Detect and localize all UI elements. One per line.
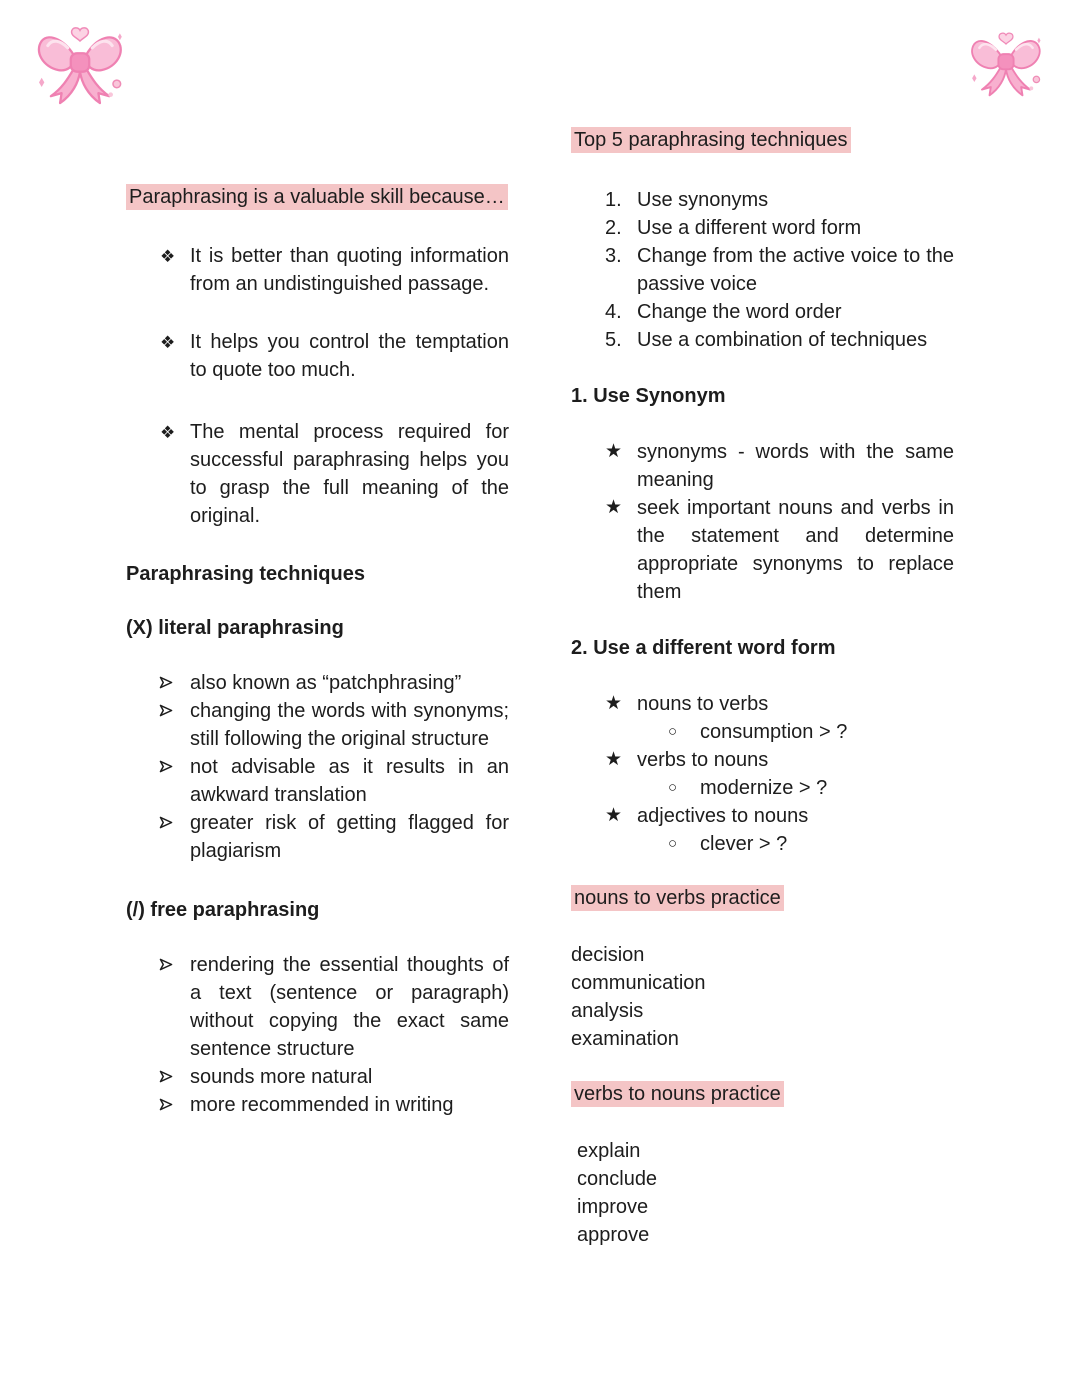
list-item <box>126 753 509 809</box>
intro-heading <box>126 183 509 211</box>
list-number: 3. <box>605 245 622 267</box>
list-item <box>126 951 509 1063</box>
top5-heading-highlight: Top 5 paraphrasing techniques <box>571 127 851 153</box>
arrow-bullet-icon <box>159 760 174 773</box>
list-item <box>571 438 954 494</box>
bullet-text: It is better than quoting information from an undistinguished passage. <box>190 245 509 295</box>
list-item <box>571 774 954 802</box>
bullet-text: It helps you control the temptation to quote too much. <box>190 331 509 381</box>
bullet-text: clever > ? <box>700 833 788 855</box>
right-column <box>571 126 954 1249</box>
list-item <box>126 242 509 298</box>
practice-word: analysis <box>571 1000 644 1022</box>
bullet-text: not advisable as it results in an awkward translation <box>190 756 509 806</box>
practice-heading <box>571 884 954 912</box>
arrow-bullet-icon <box>159 816 174 829</box>
section-heading: (/) free paraphrasing <box>126 899 320 921</box>
list-item <box>126 1063 509 1091</box>
star-bullet-icon: ★ <box>605 805 623 826</box>
practice-word: approve <box>577 1224 650 1246</box>
diamond-bullet-icon: ❖ <box>160 333 176 352</box>
practice-word: examination <box>571 1028 679 1050</box>
bullet-text: sounds more natural <box>190 1066 373 1088</box>
bullet-text: The mental process required for successful paraphrasing helps you to grasp the full meaning of the original. <box>190 421 509 527</box>
list-item <box>571 326 954 354</box>
list-item <box>571 242 954 298</box>
star-bullet-icon: ★ <box>605 749 623 770</box>
list-text: Change the word order <box>637 301 842 323</box>
bullet-text: seek important nouns and verbs in the statement and determine appropriate synonyms to replace them <box>637 497 954 603</box>
diamond-bullet-icon: ❖ <box>160 247 176 266</box>
practice-heading <box>571 1080 954 1108</box>
list-item <box>126 809 509 865</box>
section-heading: 2. Use a different word form <box>571 637 836 659</box>
bullet-text: modernize > ? <box>700 777 828 799</box>
bullet-text: rendering the essential thoughts of a text (sentence or paragraph) without copying the exact same sentence structure <box>190 954 509 1060</box>
bullet-text: greater risk of getting flagged for plagiarism <box>190 812 509 862</box>
list-text: Use a combination of techniques <box>637 329 928 351</box>
list-item <box>126 328 509 384</box>
bullet-text: consumption > ? <box>700 721 848 743</box>
star-bullet-icon: ★ <box>605 441 623 462</box>
bullet-text: more recommended in writing <box>190 1094 454 1116</box>
top5-heading <box>571 126 954 154</box>
circle-bullet-icon: ○ <box>668 835 678 852</box>
arrow-bullet-icon <box>159 676 174 689</box>
star-bullet-icon: ★ <box>605 497 623 518</box>
list-item <box>571 802 954 830</box>
arrow-bullet-icon <box>159 1070 174 1083</box>
bullet-text: verbs to nouns <box>637 749 769 771</box>
circle-bullet-icon: ○ <box>668 723 678 740</box>
list-item <box>571 746 954 774</box>
practice-word: conclude <box>577 1168 658 1190</box>
list-text: Use synonyms <box>637 189 769 211</box>
arrow-bullet-icon <box>159 1098 174 1111</box>
list-item <box>571 298 954 326</box>
practice-word-list <box>571 941 954 1053</box>
bullet-text: changing the words with synonyms; still following the original structure <box>190 700 509 750</box>
list-number: 1. <box>605 189 622 211</box>
list-item <box>571 494 954 606</box>
intro-heading-highlight: Paraphrasing is a valuable skill because… <box>126 184 508 210</box>
circle-bullet-icon: ○ <box>668 779 678 796</box>
left-column <box>126 183 509 1119</box>
practice-word-list <box>571 1137 954 1249</box>
list-item <box>126 418 509 530</box>
practice-heading-highlight: verbs to nouns practice <box>571 1081 784 1107</box>
list-text: Change from the active voice to the passive voice <box>637 245 954 295</box>
practice-word: communication <box>571 972 706 994</box>
practice-word: improve <box>577 1196 649 1218</box>
pink-bow-icon <box>34 20 126 108</box>
list-item <box>126 1091 509 1119</box>
section-heading: 1. Use Synonym <box>571 385 726 407</box>
bullet-text: nouns to verbs <box>637 693 769 715</box>
list-item <box>571 830 954 858</box>
section-heading: Paraphrasing techniques <box>126 563 365 585</box>
list-item <box>571 690 954 718</box>
list-item <box>571 186 954 214</box>
arrow-bullet-icon <box>159 704 174 717</box>
bullet-text: also known as “patchphrasing” <box>190 672 462 694</box>
practice-word: explain <box>577 1140 641 1162</box>
list-number: 4. <box>605 301 622 323</box>
arrow-bullet-icon <box>159 958 174 971</box>
list-item <box>126 669 509 697</box>
list-item <box>571 718 954 746</box>
practice-word: decision <box>571 944 645 966</box>
bullet-text: adjectives to nouns <box>637 805 809 827</box>
bullet-text: synonyms - words with the same meaning <box>637 441 954 491</box>
diamond-bullet-icon: ❖ <box>160 423 176 442</box>
section-heading: (X) literal paraphrasing <box>126 617 344 639</box>
list-item <box>571 214 954 242</box>
list-number: 2. <box>605 217 622 239</box>
star-bullet-icon: ★ <box>605 693 623 714</box>
pink-bow-icon <box>968 26 1044 100</box>
list-text: Use a different word form <box>637 217 862 239</box>
list-item <box>126 697 509 753</box>
list-number: 5. <box>605 329 622 351</box>
practice-heading-highlight: nouns to verbs practice <box>571 885 784 911</box>
